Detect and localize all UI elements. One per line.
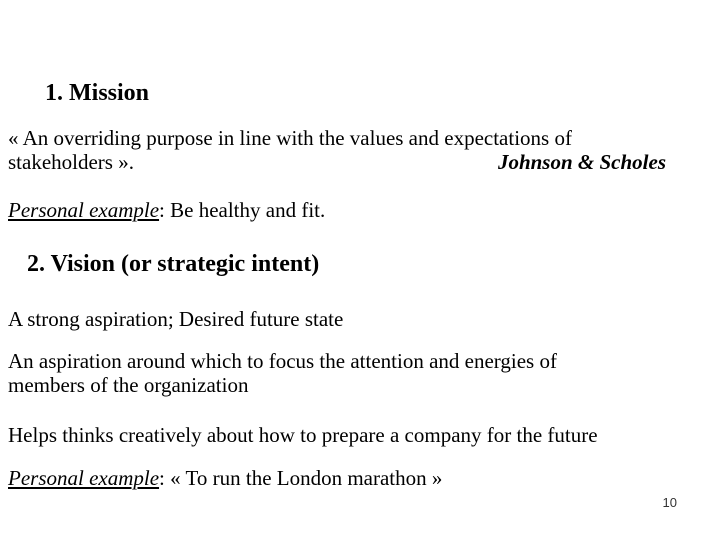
vision-personal-example [8,466,688,490]
mission-quote-line2-row [8,150,666,174]
vision-example-label: Personal example [8,466,160,490]
vision-line-creative: Helps thinks creatively about how to prepare a company for the future [8,423,598,447]
mission-quote-line1: « An overriding purpose in line with the values and expectations of [8,126,572,150]
mission-personal-example [8,198,688,222]
page-number: 10 [662,495,677,510]
mission-quote-line2: stakeholders ». [8,150,134,174]
vision-line-focus [8,349,688,397]
quote-author: Johnson & Scholes [497,150,666,174]
mission-example-text: : Be healthy and fit. [159,198,326,222]
vision-heading: 2. Vision (or strategic intent) [27,251,320,277]
mission-heading: 1. Mission [45,80,150,106]
mission-example-label: Personal example [8,198,160,222]
vision-line-aspiration: A strong aspiration; Desired future state [8,307,344,331]
vision-line-focus-a: An aspiration around which to focus the attention and energies of [8,349,557,373]
mission-quote [8,126,688,174]
vision-example-text: : « To run the London marathon » [159,466,443,490]
vision-line-focus-b: members of the organization [8,373,249,397]
